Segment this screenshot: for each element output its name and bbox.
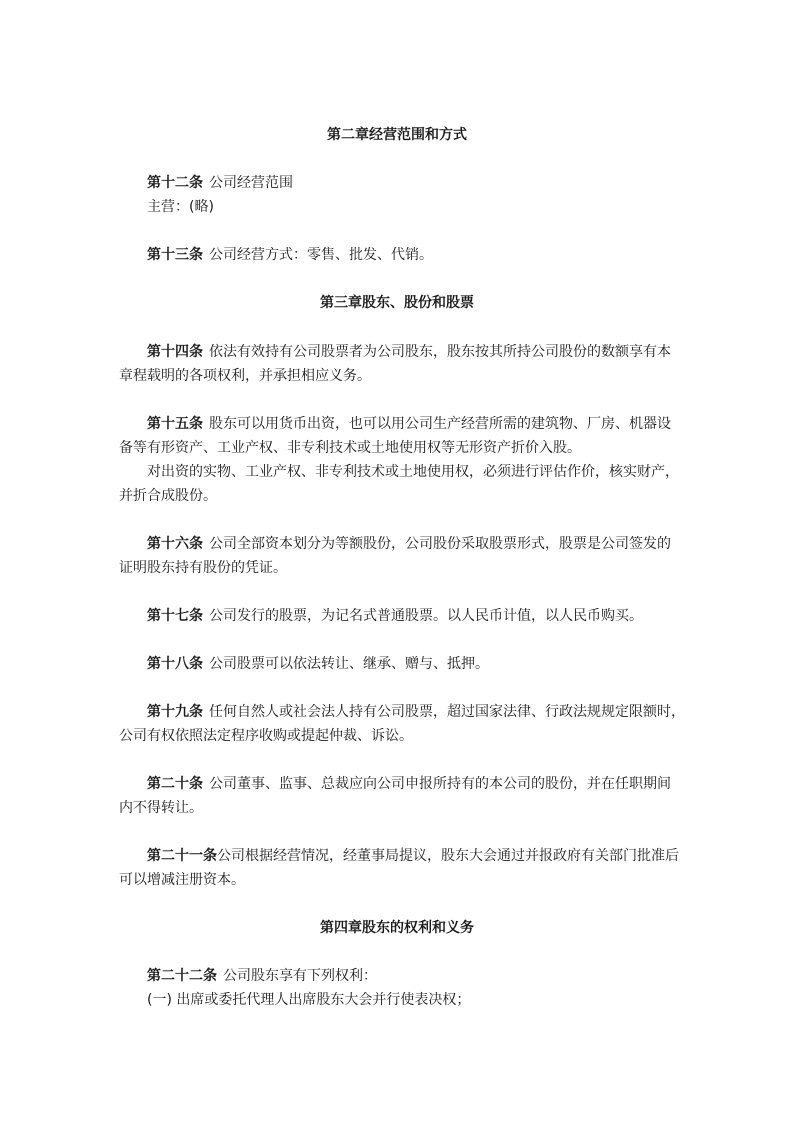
article-22-number: 第二十二条 [147,968,217,984]
article-20-number: 第二十条 [147,776,203,792]
article-14-line-2: 章程载明的各项权利，并承担相应义务。 [119,368,371,384]
article-15-number: 第十五条 [147,416,203,432]
article-21-line-2: 可以增减注册资本。 [119,872,245,888]
article-19-text: 任何自然人或社会法人持有公司股票，超过国家法律、行政法规规定限额时， [209,704,685,720]
article-14-number: 第十四条 [147,344,203,360]
article-12-text: 公司经营范围 [209,175,293,191]
article-18 [147,652,489,676]
article-19 [147,700,685,724]
article-14 [147,340,671,364]
article-17-text: 公司发行的股票，为记名式普通股票。以人民币计值，以人民币购买。 [209,608,643,624]
article-18-number: 第十八条 [147,656,203,672]
article-15 [147,412,671,436]
article-13 [147,243,433,267]
article-20 [147,772,671,796]
article-19-line-2: 公司有权依照法定程序收购或提起仲裁、诉讼。 [119,728,413,744]
article-22 [147,964,377,988]
article-22-text: 公司股东享有下列权利： [223,968,377,984]
article-20-line-2: 内不得转让。 [119,800,203,816]
article-12 [147,171,293,195]
article-15-line-2: 备等有形资产、工业产权、非专利技术或土地使用权等无形资产折价入股。 [119,440,581,456]
article-16-text: 公司全部资本划分为等额股份，公司股份采取股票形式，股票是公司签发的 [209,536,671,552]
article-16 [147,532,671,556]
article-15-text: 股东可以用货币出资，也可以用公司生产经营所需的建筑物、厂房、机器设 [209,416,671,432]
article-17 [147,604,643,628]
article-21 [147,844,679,868]
article-16-number: 第十六条 [147,536,203,552]
article-18-text: 公司股票可以依法转让、继承、赠与、抵押。 [209,656,489,672]
chapter-2-title: 第二章经营范围和方式 [327,127,467,143]
article-13-number: 第十三条 [147,247,203,263]
article-17-number: 第十七条 [147,608,203,624]
article-19-number: 第十九条 [147,704,203,720]
article-21-text: 公司根据经营情况，经董事局提议，股东大会通过并报政府有关部门批准后 [217,848,679,864]
article-12-line-2: 主营：(略) [147,199,214,215]
chapter-4-title: 第四章股东的权利和义务 [320,920,474,936]
chapter-3-title: 第三章股东、股份和股票 [320,295,474,311]
article-15-line-4: 并折合成股份。 [119,488,217,504]
article-14-text: 依法有效持有公司股票者为公司股东，股东按其所持公司股份的数额享有本 [209,344,671,360]
article-15-line-3: 对出资的实物、工业产权、非专利技术或土地使用权，必须进行评估作价，核实财产， [147,464,679,480]
article-16-line-2: 证明股东持有股份的凭证。 [119,560,287,576]
article-13-text: 公司经营方式：零售、批发、代销。 [209,247,433,263]
article-21-number: 第二十一条 [147,848,217,864]
article-20-text: 公司董事、监事、总裁应向公司申报所持有的本公司的股份，并在任职期间 [209,776,671,792]
article-12-number: 第十二条 [147,175,203,191]
article-22-item-1: (一) 出席或委托代理人出席股东大会并行使表决权； [147,992,471,1008]
